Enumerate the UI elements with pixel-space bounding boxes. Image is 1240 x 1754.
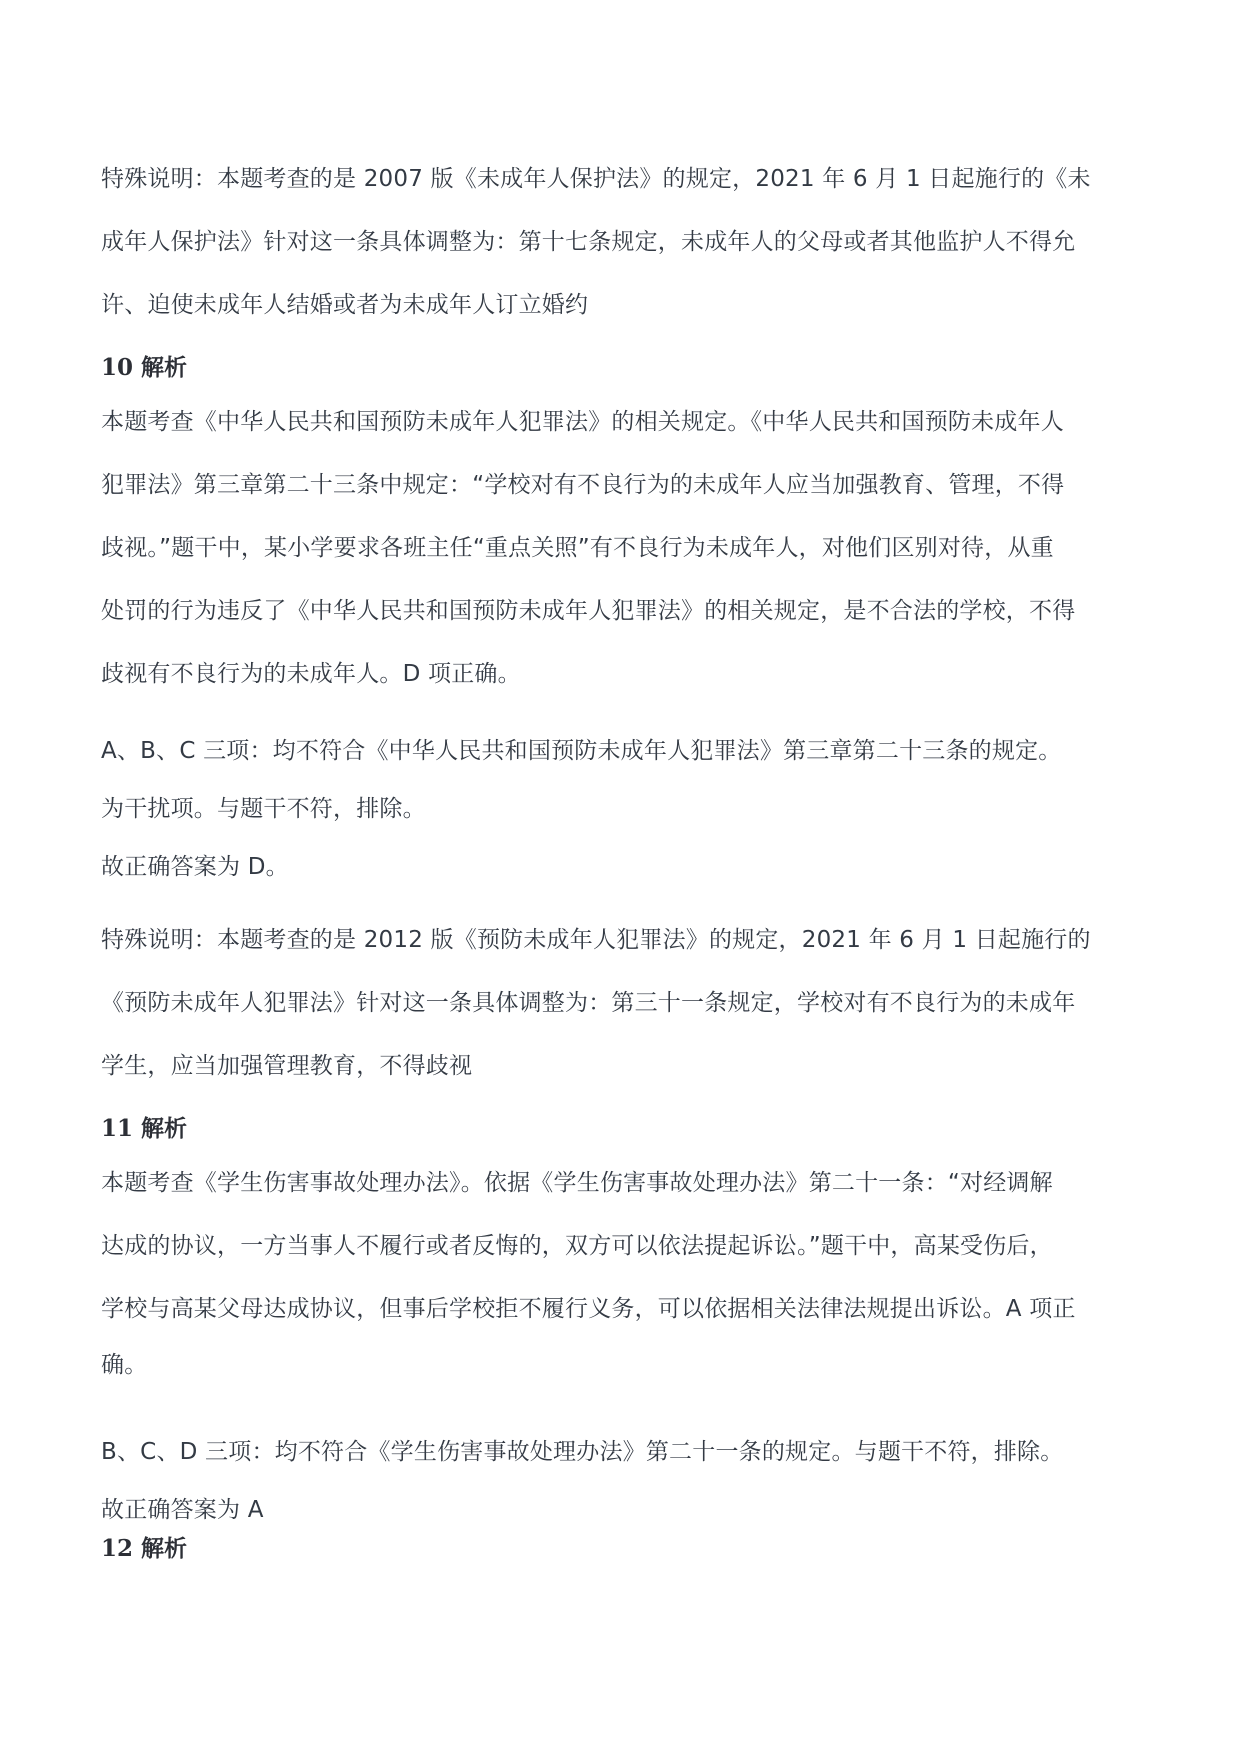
text-line: 本题考查《学生伤害事故处理办法》。依据《学生伤害事故处理办法》第二十一条：“对经调解	[101, 1170, 1053, 1196]
text-line: 特殊说明：本题考查的是 2007 版《未成年人保护法》的规定，2021 年 6 月 1 日起施行的《未	[101, 166, 1091, 192]
options-paragraph	[101, 1423, 1161, 1539]
text-line: 为干扰项。与题干不符，排除。	[101, 796, 426, 822]
analysis-paragraph	[101, 1152, 1161, 1389]
special-note-paragraph	[101, 909, 1161, 1098]
text-line: 本题考查《中华人民共和国预防未成年人犯罪法》的相关规定。《中华人民共和国预防未成年人	[101, 409, 1064, 435]
section-heading: 10 解析	[101, 354, 188, 381]
text-line: 特殊说明：本题考查的是 2012 版《预防未成年人犯罪法》的规定，2021 年 6 月 1 日起施行的	[101, 927, 1091, 953]
text-line: 达成的协议，一方当事人不履行或者反悔的，双方可以依法提起诉讼。”题干中，高某受伤后，	[101, 1233, 1053, 1259]
text-line: 犯罪法》第三章第二十三条中规定：“学校对有不良行为的未成年人应当加强教育、管理，不得	[101, 472, 1065, 498]
text-line: 许、迫使未成年人结婚或者为未成年人订立婚约	[101, 292, 589, 318]
text-line: 学校与高某父母达成协议，但事后学校拒不履行义务，可以依据相关法律法规提出诉讼。A 项正	[101, 1296, 1076, 1322]
text-line: 《预防未成年人犯罪法》针对这一条具体调整为：第三十一条规定，学校对有不良行为的未成年	[101, 990, 1076, 1016]
answer-line: 故正确答案为 D。	[101, 854, 289, 880]
text-line: 成年人保护法》针对这一条具体调整为：第十七条规定，未成年人的父母或者其他监护人不得允	[101, 229, 1076, 255]
text-line: A、B、C 三项：均不符合《中华人民共和国预防未成年人犯罪法》第三章第二十三条的规定。	[101, 738, 1062, 764]
text-line: 确。	[101, 1352, 148, 1378]
text-line: 学生，应当加强管理教育，不得歧视	[101, 1053, 473, 1079]
text-line: B、C、D 三项：均不符合《学生伤害事故处理办法》第二十一条的规定。与题干不符，排除。	[101, 1439, 1064, 1465]
answer-line: 故正确答案为 A	[101, 1497, 264, 1523]
text-line: 歧视。”题干中，某小学要求各班主任“重点关照”有不良行为未成年人，对他们区别对待，从重	[101, 535, 1054, 561]
analysis-paragraph	[101, 391, 1161, 706]
text-line: 歧视有不良行为的未成年人。D 项正确。	[101, 661, 521, 687]
options-paragraph	[101, 722, 1161, 896]
section-heading: 12 解析	[101, 1535, 188, 1562]
special-note-paragraph	[101, 148, 1161, 337]
section-heading: 11 解析	[101, 1115, 188, 1142]
text-line: 处罚的行为违反了《中华人民共和国预防未成年人犯罪法》的相关规定，是不合法的学校，不得	[101, 598, 1076, 624]
